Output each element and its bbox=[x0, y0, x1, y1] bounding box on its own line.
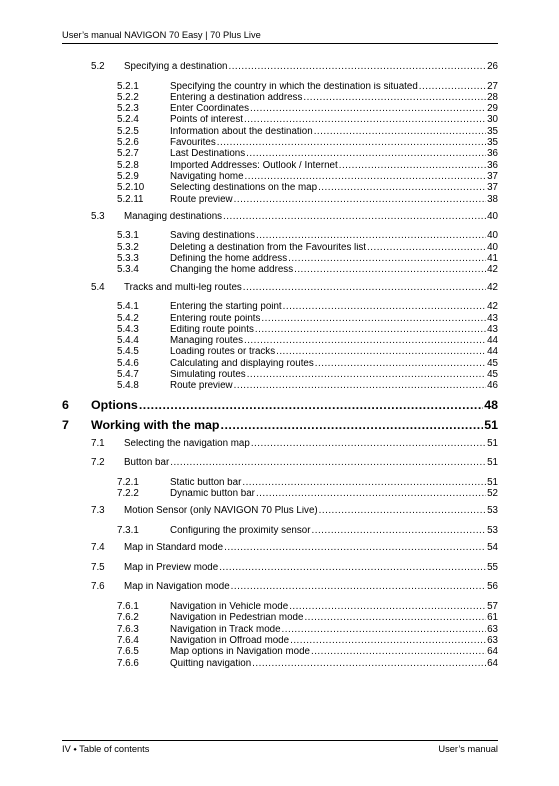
toc-entry-page: 42 bbox=[487, 265, 498, 276]
dot-leader bbox=[256, 489, 486, 499]
toc-entry-title: Specifying the country in which the destination is situated bbox=[170, 81, 418, 92]
toc-entry-number: 7 bbox=[62, 418, 69, 432]
toc-entry-number: 5.2.6 bbox=[117, 138, 139, 149]
toc-entry[interactable] bbox=[117, 370, 498, 381]
toc-entry-page: 27 bbox=[487, 81, 498, 92]
toc-entry[interactable] bbox=[91, 458, 498, 472]
toc-entry-page: 64 bbox=[487, 658, 498, 669]
dot-leader bbox=[243, 283, 486, 293]
toc-entry-number: 7.3 bbox=[91, 506, 105, 517]
toc-entry-number: 5.2.4 bbox=[117, 115, 139, 126]
toc-entry-title: Route preview bbox=[170, 381, 233, 392]
toc-entry-title: Editing route points bbox=[170, 324, 254, 335]
toc-entry-number: 7.2.1 bbox=[117, 477, 139, 488]
dot-leader bbox=[288, 254, 486, 264]
toc-entry-page: 42 bbox=[487, 282, 498, 293]
toc-entry-number: 5.2.5 bbox=[117, 126, 139, 137]
toc-entry-number: 7.6.6 bbox=[117, 658, 139, 669]
toc-entry-page: 29 bbox=[487, 104, 498, 115]
toc-entry-title: Simulating routes bbox=[170, 370, 246, 381]
toc-entry[interactable] bbox=[117, 138, 498, 149]
toc-entry-number: 7.6.1 bbox=[117, 602, 139, 613]
toc-entry-title: Points of interest bbox=[170, 115, 243, 126]
toc-entry-number: 7.2.2 bbox=[117, 489, 139, 500]
toc-entry[interactable] bbox=[117, 183, 498, 194]
toc-entry[interactable] bbox=[91, 563, 498, 577]
toc-entry-number: 5.2.3 bbox=[117, 104, 139, 115]
toc-entry-title: Quitting navigation bbox=[170, 658, 252, 669]
toc-entry-page: 46 bbox=[487, 381, 498, 392]
toc-entry[interactable] bbox=[117, 82, 498, 93]
toc-entry-page: 64 bbox=[487, 647, 498, 658]
dot-leader bbox=[256, 231, 486, 241]
toc-entry[interactable] bbox=[117, 347, 498, 358]
toc-entry[interactable] bbox=[117, 613, 498, 624]
toc-entry-page: 26 bbox=[487, 62, 498, 72]
toc-entry-number: 5.2 bbox=[91, 62, 105, 72]
dot-leader bbox=[250, 104, 486, 114]
toc-entry-title: Navigation in Vehicle mode bbox=[170, 602, 289, 613]
toc-entry-title: Selecting the navigation map bbox=[124, 438, 250, 449]
toc-entry-number: 5.4 bbox=[91, 282, 105, 293]
toc-entry-title: Last Destinations bbox=[170, 149, 246, 160]
toc-entry-title: Calculating and displaying routes bbox=[170, 358, 314, 369]
dot-leader bbox=[139, 399, 483, 411]
toc-entry[interactable] bbox=[117, 195, 498, 206]
dot-leader bbox=[219, 563, 486, 573]
toc-entry[interactable] bbox=[117, 127, 498, 138]
toc-entry-number: 5.4.2 bbox=[117, 313, 139, 324]
toc-entry-number: 7.6.2 bbox=[117, 613, 139, 624]
toc-entry-title: Enter Coordinates bbox=[170, 104, 249, 115]
toc-entry[interactable] bbox=[117, 93, 498, 104]
toc-entry[interactable] bbox=[62, 399, 498, 413]
toc-entry[interactable] bbox=[117, 302, 498, 313]
dot-leader bbox=[319, 506, 486, 516]
toc-entry-number: 7.3.1 bbox=[117, 525, 139, 536]
toc-entry-title: Motion Sensor (only NAVIGON 70 Plus Live) bbox=[124, 506, 318, 517]
toc-entry[interactable] bbox=[62, 419, 498, 433]
dot-leader bbox=[311, 647, 486, 657]
toc-entry-number: 7.6.3 bbox=[117, 624, 139, 635]
dot-leader bbox=[312, 526, 487, 536]
dot-leader bbox=[246, 149, 486, 159]
toc-entry-number: 7.1 bbox=[91, 438, 105, 449]
toc-entry-page: 48 bbox=[484, 398, 498, 412]
page-header bbox=[62, 30, 498, 44]
toc-entry-title: Navigation in Pedestrian mode bbox=[170, 613, 304, 624]
toc-entry-title: Saving destinations bbox=[170, 231, 255, 242]
dot-leader bbox=[314, 127, 486, 137]
dot-leader bbox=[245, 172, 487, 182]
dot-leader bbox=[339, 161, 486, 171]
footer-right: User’s manual bbox=[438, 744, 498, 754]
toc-entry-number: 7.4 bbox=[91, 543, 105, 554]
toc-entry[interactable] bbox=[91, 62, 498, 76]
toc-entry[interactable] bbox=[91, 283, 498, 297]
dot-leader bbox=[223, 212, 486, 222]
toc-entry-page: 51 bbox=[487, 477, 498, 488]
toc-entry-title: Configuring the proximity sensor bbox=[170, 525, 311, 536]
toc-entry-page: 40 bbox=[487, 231, 498, 242]
toc-entry[interactable] bbox=[117, 636, 498, 647]
toc-entry-page: 63 bbox=[487, 624, 498, 635]
dot-leader bbox=[261, 314, 486, 324]
toc-entry-page: 37 bbox=[487, 183, 498, 194]
toc-entry-page: 51 bbox=[487, 458, 498, 469]
toc-entry-page: 35 bbox=[487, 138, 498, 149]
toc-entry[interactable] bbox=[117, 359, 498, 370]
toc-entry[interactable] bbox=[117, 254, 498, 265]
toc-entry-number: 5.2.7 bbox=[117, 149, 139, 160]
toc-entry-page: 41 bbox=[487, 254, 498, 265]
toc-entry-number: 7.6.4 bbox=[117, 635, 139, 646]
dot-leader bbox=[282, 625, 487, 635]
toc-entry-page: 42 bbox=[487, 302, 498, 313]
toc-entry[interactable] bbox=[91, 439, 498, 453]
toc-entry-number: 5.4.6 bbox=[117, 358, 139, 369]
toc-entry-page: 45 bbox=[487, 358, 498, 369]
toc-entry[interactable] bbox=[117, 243, 498, 254]
dot-leader bbox=[252, 659, 486, 669]
toc-entry[interactable] bbox=[117, 336, 498, 347]
toc-entry-page: 56 bbox=[487, 582, 498, 593]
toc-entry-title: Information about the destination bbox=[170, 126, 313, 137]
toc-entry-title: Managing routes bbox=[170, 336, 243, 347]
toc-entry-title: Working with the map bbox=[91, 418, 220, 432]
toc-entry-number: 5.3.4 bbox=[117, 265, 139, 276]
toc-entry-title: Navigation in Offroad mode bbox=[170, 635, 290, 646]
toc-entry[interactable] bbox=[117, 231, 498, 242]
toc-entry-page: 45 bbox=[487, 370, 498, 381]
dot-leader bbox=[217, 138, 486, 148]
page-footer bbox=[62, 740, 498, 755]
dot-leader bbox=[224, 543, 486, 553]
toc-entry-title: Dynamic button bar bbox=[170, 489, 255, 500]
toc-entry-title: Navigating home bbox=[170, 171, 244, 182]
toc-entry-number: 7.6 bbox=[91, 582, 105, 593]
toc-entry-title: Entering a destination address bbox=[170, 92, 303, 103]
toc-entry-title: Defining the home address bbox=[170, 254, 288, 265]
toc-entry[interactable] bbox=[91, 212, 498, 226]
toc-entry-number: 5.2.9 bbox=[117, 171, 139, 182]
toc-entry[interactable] bbox=[117, 149, 498, 160]
toc-entry-title: Map in Preview mode bbox=[124, 562, 219, 573]
toc-entry-title: Button bar bbox=[124, 458, 170, 469]
toc-entry-title: Imported Addresses: Outlook / Internet bbox=[170, 160, 338, 171]
toc-entry[interactable] bbox=[117, 161, 498, 172]
toc-entry-number: 5.2.11 bbox=[117, 194, 144, 205]
toc-entry-title: Managing destinations bbox=[124, 211, 223, 222]
toc-entry-page: 55 bbox=[487, 562, 498, 573]
toc-entry-title: Deleting a destination from the Favourites list bbox=[170, 242, 367, 253]
toc-entry-title: Static button bar bbox=[170, 477, 242, 488]
footer-left: IV ⬩ Table of contents bbox=[62, 744, 150, 754]
toc-entry-title: Tracks and multi-leg routes bbox=[124, 282, 242, 293]
toc-entry-page: 44 bbox=[487, 347, 498, 358]
toc-entry-title: Map options in Navigation mode bbox=[170, 647, 310, 658]
toc-entry-number: 5.4.4 bbox=[117, 336, 139, 347]
dot-leader bbox=[244, 336, 486, 346]
dot-leader bbox=[276, 347, 486, 357]
toc-entry-title: Entering the starting point bbox=[170, 302, 282, 313]
toc-entry-title: Changing the home address bbox=[170, 265, 294, 276]
toc-entry-title: Favourites bbox=[170, 138, 216, 149]
dot-leader bbox=[242, 478, 486, 488]
dot-leader bbox=[303, 93, 486, 103]
dot-leader bbox=[367, 243, 486, 253]
toc-entry[interactable] bbox=[91, 506, 498, 520]
toc-entry-number: 5.3 bbox=[91, 211, 105, 222]
toc-entry-number: 5.3.2 bbox=[117, 242, 139, 253]
toc-entry-title: Route preview bbox=[170, 194, 233, 205]
toc-entry[interactable] bbox=[117, 625, 498, 636]
dot-leader bbox=[228, 62, 486, 72]
toc-entry-title: Map in Navigation mode bbox=[124, 582, 230, 593]
toc-entry[interactable] bbox=[117, 381, 498, 392]
toc-entry-page: 44 bbox=[487, 336, 498, 347]
toc-entry-number: 5.4.3 bbox=[117, 324, 139, 335]
toc-entry-page: 53 bbox=[487, 525, 498, 536]
dot-leader bbox=[419, 82, 486, 92]
toc-entry-page: 63 bbox=[487, 635, 498, 646]
toc-entry[interactable] bbox=[117, 265, 498, 276]
toc-entry-page: 52 bbox=[487, 489, 498, 500]
toc-entry-page: 43 bbox=[487, 324, 498, 335]
toc-entry-number: 7.2 bbox=[91, 458, 105, 469]
table-of-contents bbox=[62, 62, 498, 670]
dot-leader bbox=[255, 325, 486, 335]
toc-entry-number: 5.2.10 bbox=[117, 183, 145, 194]
toc-entry[interactable] bbox=[117, 314, 498, 325]
toc-entry-number: 6 bbox=[62, 398, 69, 412]
toc-entry-title: Navigation in Track mode bbox=[170, 624, 281, 635]
dot-leader bbox=[221, 419, 484, 431]
toc-entry-page: 35 bbox=[487, 126, 498, 137]
toc-entry[interactable] bbox=[117, 659, 498, 670]
dot-leader bbox=[247, 370, 486, 380]
toc-entry-number: 5.4.5 bbox=[117, 347, 139, 358]
dot-leader bbox=[170, 458, 486, 468]
toc-entry[interactable] bbox=[117, 104, 498, 115]
header-title: User’s manual NAVIGON 70 Easy | 70 Plus Live bbox=[62, 30, 261, 40]
dot-leader bbox=[234, 195, 486, 205]
toc-entry-number: 5.2.1 bbox=[117, 81, 139, 92]
dot-leader bbox=[318, 183, 486, 193]
toc-entry-title: Specifying a destination bbox=[124, 62, 228, 72]
toc-entry-page: 51 bbox=[484, 418, 498, 432]
toc-entry-page: 61 bbox=[487, 613, 498, 624]
toc-entry-page: 30 bbox=[487, 115, 498, 126]
toc-entry-title: Options bbox=[91, 398, 138, 412]
toc-entry-title: Selecting destinations on the map bbox=[170, 183, 318, 194]
toc-entry-page: 40 bbox=[487, 211, 498, 222]
toc-entry-number: 5.2.8 bbox=[117, 160, 139, 171]
toc-entry-title: Entering route points bbox=[170, 313, 261, 324]
toc-entry-page: 28 bbox=[487, 92, 498, 103]
dot-leader bbox=[231, 582, 486, 592]
toc-entry[interactable] bbox=[117, 172, 498, 183]
toc-entry-number: 5.3.3 bbox=[117, 254, 139, 265]
toc-entry-page: 54 bbox=[487, 543, 498, 554]
toc-entry[interactable] bbox=[117, 602, 498, 613]
dot-leader bbox=[315, 359, 486, 369]
dot-leader bbox=[283, 302, 486, 312]
toc-entry-number: 7.5 bbox=[91, 562, 105, 573]
toc-entry-page: 57 bbox=[487, 602, 498, 613]
toc-entry-page: 40 bbox=[487, 242, 498, 253]
toc-entry[interactable] bbox=[91, 582, 498, 596]
dot-leader bbox=[251, 439, 486, 449]
toc-entry-page: 37 bbox=[487, 171, 498, 182]
dot-leader bbox=[244, 115, 486, 125]
toc-entry-number: 7.6.5 bbox=[117, 647, 139, 658]
toc-entry[interactable] bbox=[117, 526, 498, 537]
dot-leader bbox=[294, 265, 486, 275]
toc-entry-number: 5.4.1 bbox=[117, 302, 139, 313]
toc-entry-page: 36 bbox=[487, 149, 498, 160]
dot-leader bbox=[289, 602, 486, 612]
toc-entry-page: 51 bbox=[487, 438, 498, 449]
toc-entry-number: 5.4.8 bbox=[117, 381, 139, 392]
dot-leader bbox=[234, 381, 486, 391]
toc-entry[interactable] bbox=[117, 115, 498, 126]
toc-entry-page: 53 bbox=[487, 506, 498, 517]
toc-entry-number: 5.2.2 bbox=[117, 92, 139, 103]
toc-entry-number: 5.3.1 bbox=[117, 231, 139, 242]
toc-entry-number: 5.4.7 bbox=[117, 370, 139, 381]
toc-entry-title: Loading routes or tracks bbox=[170, 347, 276, 358]
toc-entry-page: 36 bbox=[487, 160, 498, 171]
toc-entry[interactable] bbox=[117, 325, 498, 336]
toc-entry[interactable] bbox=[117, 478, 498, 489]
toc-entry-page: 38 bbox=[487, 194, 498, 205]
toc-entry[interactable] bbox=[117, 647, 498, 658]
toc-entry[interactable] bbox=[117, 489, 498, 500]
toc-entry[interactable] bbox=[91, 543, 498, 557]
dot-leader bbox=[304, 613, 486, 623]
dot-leader bbox=[290, 636, 486, 646]
toc-entry-page: 43 bbox=[487, 313, 498, 324]
toc-entry-title: Map in Standard mode bbox=[124, 543, 224, 554]
